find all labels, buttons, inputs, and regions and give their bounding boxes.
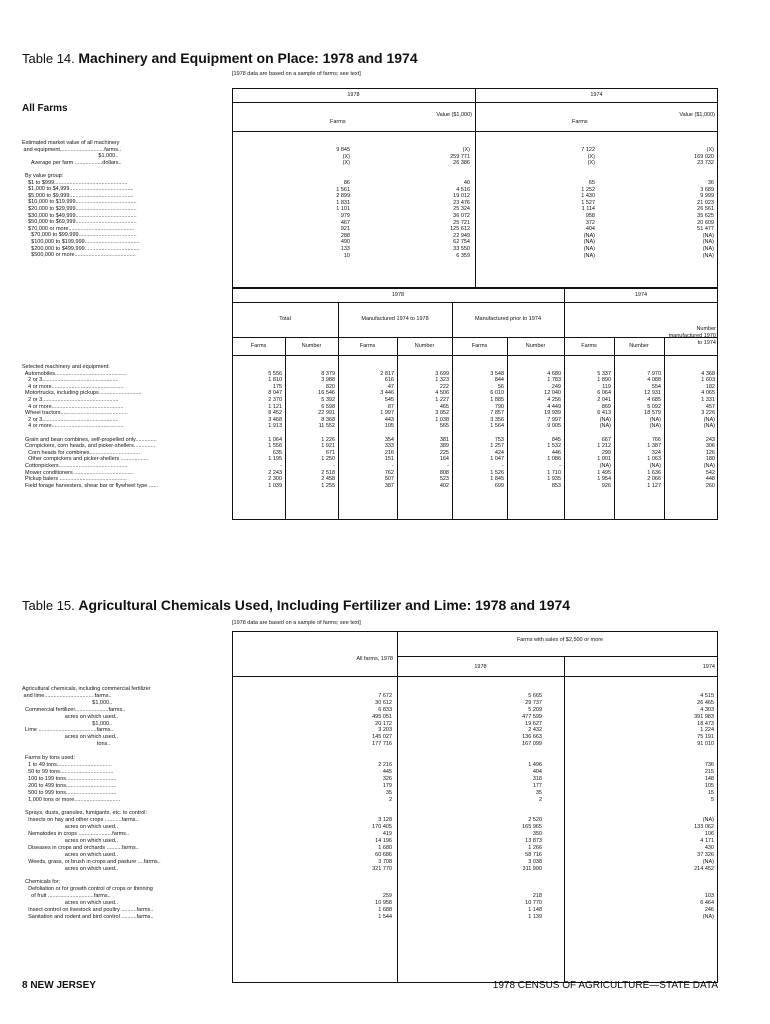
- bot-col-1974-farms: 5 337 1 890 119 6 064 2 041 869 6 413 (NA) (NA) 667 1 212 299 1 001 (NA) 1 495 1 954 926: [597, 370, 611, 489]
- bot-col-7478-number: 3 699 1 323 222 4 506 1 227 465 3 052 1 038 565 381 389 225 164 - 808 523 402: [435, 370, 449, 489]
- hdr-t15-1974: 1974: [702, 664, 715, 670]
- table14-note: [1978 data are based on a sample of farms; see text]: [232, 71, 361, 77]
- top-col-1978-value: (X) 259 771 26 386 40 4 516 19 012 23 476 25 324 36 072 25 721 125 612 22 949 62 754 33 550 6 359: [450, 147, 470, 259]
- hdr-farms-1: Farms: [250, 343, 267, 349]
- table15-labels: Agricultural chemicals, including commercial fertilizer and lime.................................farms.. $1,000.. Commercial fertilizer......................farms.. acres on which used.. $1,000.. Lime ......................................farms.. acres on which used.. tons.. Farms by tons used: 1 to 49 tons.................................... 50 to 99 tons................................... 100 to 199 tons................................. 200 to 499 tons................................. 500 to 999 tons................................. 1,000 tons or more.............................. Sprays, dusts, granules, fumigants, etc. to control: Insects on hay and other crops ...........farms.. acres on which used.. Nematodes in crops ......................farms.. acres on which used.. Diseases in crops and orchards ..........farms.. acres on which used.. Weeds, grass, or brush in crops and pasture ....farms.. acres on which used.. Chemicals for: Defoliation or for growth control of crops or thinning of fruit ..............................farms.. acres on which used.. Insect control on livestock and poultry ..........farms.. Sanitation and rodent and bird control ..........farms..: [22, 686, 161, 920]
- table14-title: [22, 50, 418, 66]
- table15-heading: Agricultural Chemicals Used, Including Fertilizer and Lime: 1978 and 1974: [78, 597, 571, 613]
- hdr-farms-3: Farms: [471, 343, 488, 349]
- top-value-1978: Value ($1,000): [436, 112, 472, 118]
- bottom-num-mfg-1970-1974: Number manufactured 1970 to 1974: [668, 326, 716, 346]
- footer-page-state: 8 NEW JERSEY: [22, 980, 96, 991]
- hdr-t15-1978: 1978: [474, 664, 487, 670]
- bottom-year-1978: 1978: [391, 292, 405, 298]
- section-all-farms: All Farms: [22, 103, 68, 114]
- hdr-number-4: Number: [629, 343, 649, 349]
- table14-bottom-labels: Selected machinery and equipment: Automobiles............................................... 2 or 3.................................................. 4 or more............................................... Motortrucks, including pickups ........................... 2 or 3.................................................. 4 or more............................................... Wheel tractors............................................ 2 or 3.................................................. 4 or more............................................... Grain and bean combines, self-propelled only.............. Cornpickers, corn heads, and picker-shellers.............. Corn heads for combines................................. Other cornpickers and picker-shellers .................. Cottonpickers............................................. Mower conditioners ....................................... Pickup balers ............................................ Field forage harvesters, shear bar or flywheel type ......: [22, 364, 159, 489]
- hdr-farms-with-sales: Farms with sales of $2,500 or more: [516, 637, 604, 643]
- table15-title: [22, 597, 570, 613]
- hdr-all-farms-1978: All farms, 1978: [356, 656, 393, 662]
- table14-top-labels: Estimated market value of all machinery and equipment.............................farms.. $1,000.. Average per farm ..................dollars.. By value group: $1 to $999................................................ $1,000 to $4,999.......................................... $5,000 to $9,999.......................................... $10,000 to $19,999........................................ $20,000 to $29,999........................................ $30,000 to $49,999........................................ $50,000 to $69,999........................................ $70,000 or more........................................... $70,000 to $99,999...................................... $100,000 to $199,999.................................... $200,000 to $499,999.................................... $500,000 or more........................................: [22, 140, 140, 259]
- top-col-1974-value: (X) 169 020 23 732 36 3 689 9 999 21 023 26 561 35 625 20 609 51 477 (NA) (NA) (NA) (NA): [694, 147, 714, 259]
- hdr-farms-4: Farms: [581, 343, 597, 349]
- top-year-1974: 1974: [590, 92, 603, 98]
- table14-prefix: Table 14.: [22, 51, 75, 66]
- bot-col-1974-number: 7 970 4 088 554 12 931 4 685 5 092 18 579 (NA) (NA) 766 1 387 324 1 063 (NA) 1 636 2 066 1 127: [644, 370, 661, 489]
- bot-col-total-farms: 5 556 1 810 175 8 047 2 370 1 121 8 452 3 468 1 913 1 064 1 556 635 1 195 - 2 243 2 300 1 039: [268, 370, 282, 489]
- top-farms-1978: Farms: [330, 119, 346, 125]
- bottom-mfg-prior: Manufactured prior to 1974: [474, 316, 542, 322]
- table14-heading: Machinery and Equipment on Place: 1978 and 1974: [78, 50, 418, 66]
- footer-publication: 1978 CENSUS OF AGRICULTURE—STATE DATA: [492, 980, 718, 991]
- top-value-1974: Value ($1,000): [679, 112, 715, 118]
- t15-col-all-farms: 7 672 30 612 6 833 495 051 20 172 3 203 145 027 177 716 2 216 445 326 179 35 2 3 128 170 405 419 14 196 1 680 60 686 3 708 321 770 259 10 958 1 688 1 544: [372, 692, 392, 920]
- bottom-year-1974: 1974: [634, 292, 648, 298]
- t15-col-1978: 5 665 29 737 5 209 477 599 19 627 2 432 136 663 167 099 1 496 404 318 177 35 2 2 520 165 965 350 13 873 1 266 58 716 3 038 311 990 218 10 770 1 148 1 139: [522, 692, 542, 920]
- top-farms-1974: Farms: [572, 119, 588, 125]
- hdr-number-2: Number: [414, 343, 435, 349]
- top-col-1974-farms: 7 122 (X) (X) 65 1 252 1 430 1 527 1 114 958 372 404 (NA) (NA) (NA) (NA): [581, 147, 595, 259]
- bot-col-prior-number: 4 680 1 783 249 12 040 4 256 4 449 19 939 7 997 9 005 845 1 532 446 1 086 - 1 710 1 935 853: [544, 370, 561, 489]
- hdr-farms-2: Farms: [359, 343, 376, 349]
- top-year-1978: 1978: [347, 92, 360, 98]
- hdr-number-3: Number: [525, 343, 546, 349]
- table15-note: [1978 data are based on a sample of farms; see text]: [232, 620, 361, 626]
- t15-col-1974: 4 515 26 465 4 303 391 983 18 473 1 224 75 191 91 010 736 215 148 105 15 5 (NA) 133 062 106 4 171 430 37 326 (NA) 214 452 103 6 464 246 (NA): [694, 692, 714, 920]
- bot-col-total-number: 8 379 3 988 820 16 546 5 392 6 598 22 991 8 368 11 552 1 226 1 921 671 1 250 - 2 518 2 458 1 255: [318, 370, 335, 489]
- bot-col-prior-farms: 3 548 844 56 6 010 1 885 790 7 857 3 356 1 564 753 1 257 424 1 047 - 1 526 1 845 699: [490, 370, 504, 489]
- bottom-mfg-1974-1978: Manufactured 1974 to 1978: [361, 316, 429, 322]
- table15-prefix: Table 15.: [22, 598, 75, 613]
- hdr-number-1: Number: [301, 343, 322, 349]
- bottom-total: Total: [279, 316, 291, 322]
- top-col-1978-farms: 9 845 (X) (X) 86 1 561 2 899 1 831 1 101 979 467 921 288 490 133 10: [336, 147, 350, 259]
- bot-col-7478-farms: 2 817 616 47 3 446 545 87 1 997 443 105 354 333 216 151 - 762 507 387: [380, 370, 394, 489]
- bot-col-1974-nummfg: 4 368 1 603 182 4 065 1 331 457 3 226 (NA) (NA) 243 306 126 180 (NA) 542 448 260: [701, 370, 715, 489]
